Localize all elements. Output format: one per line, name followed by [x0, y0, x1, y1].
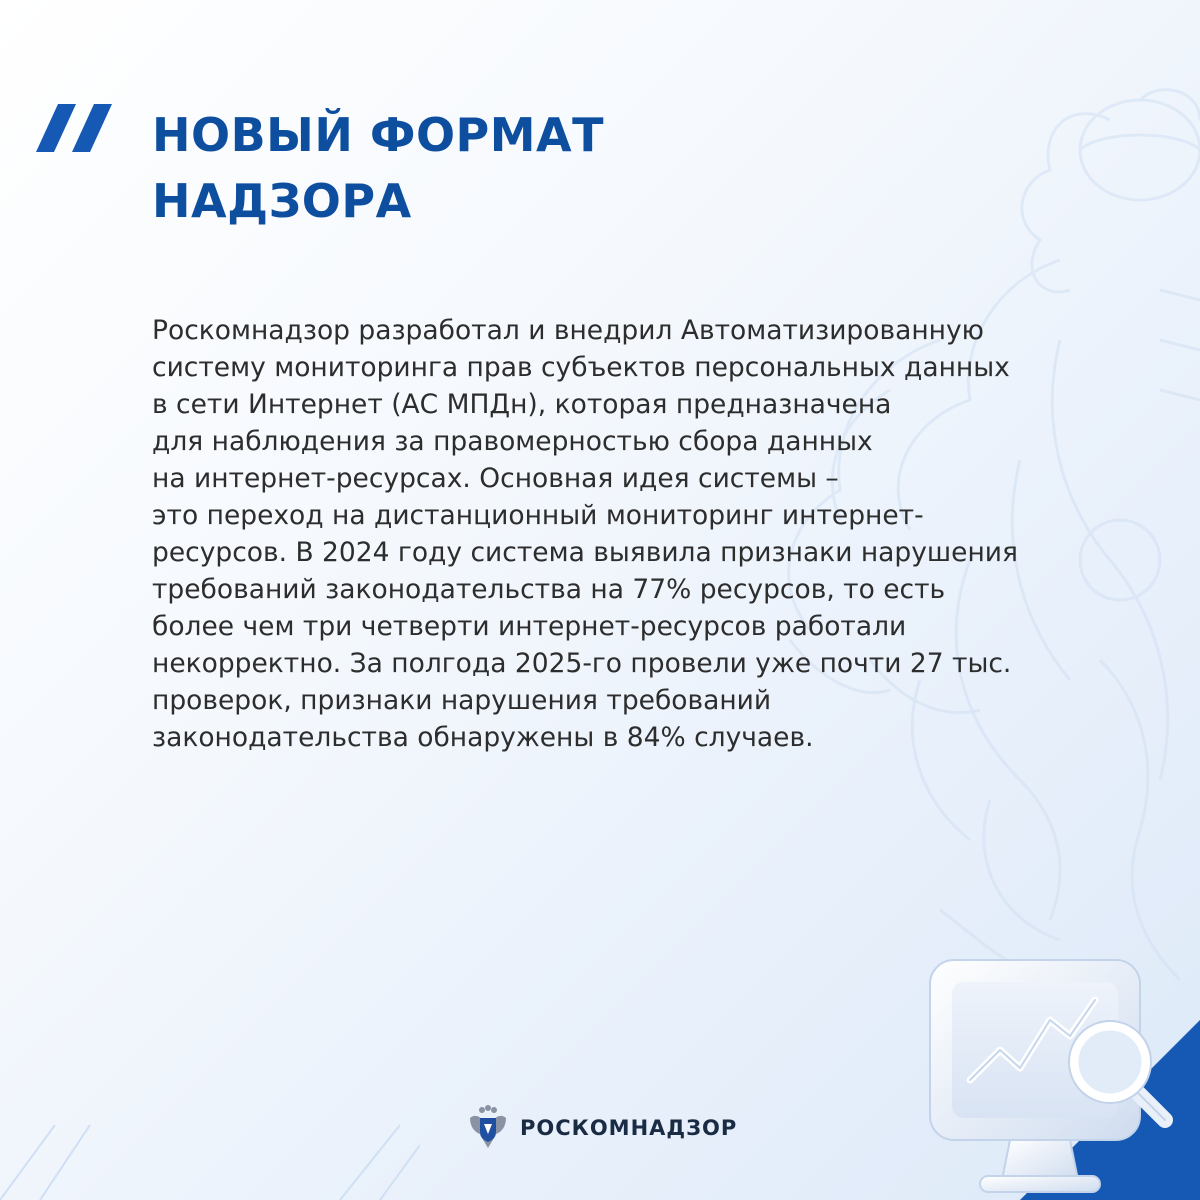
body-line: в сети Интернет (АС МПДн), которая предназначена: [152, 389, 892, 420]
body-line: систему мониторинга прав субъектов персональных данных: [152, 352, 1010, 383]
double-slash-icon: [36, 104, 112, 152]
body-line: ресурсов. В 2024 году система выявила признаки нарушения: [152, 537, 1018, 568]
footer-logo: [466, 1104, 756, 1152]
body-line: Роскомнадзор разработал и внедрил Автоматизированную: [152, 315, 984, 346]
decorative-lines: [0, 1100, 420, 1200]
body-line: это переход на дистанционный мониторинг интернет-: [152, 500, 924, 531]
body-line: на интернет-ресурсах. Основная идея системы –: [152, 463, 839, 494]
body-line: более чем три четверти интернет-ресурсов работали: [152, 611, 907, 642]
body-paragraph: [152, 312, 1142, 756]
body-line: проверок, признаки нарушения требований: [152, 685, 772, 716]
title-line: НОВЫЙ ФОРМАТ: [152, 108, 605, 162]
body-line: для наблюдения за правомерностью сбора данных: [152, 426, 873, 457]
brand-name: РОСКОМНАДЗОР: [520, 1116, 738, 1140]
body-line: требований законодательства на 77% ресурсов, то есть: [152, 574, 946, 605]
body-line: некорректно. За полгода 2025-го провели уже почти 27 тыс.: [152, 648, 1012, 679]
page-title: [152, 102, 1052, 234]
body-line: законодательства обнаружены в 84% случаев.: [152, 722, 814, 753]
title-line: НАДЗОРА: [152, 174, 412, 228]
monitor-chart-magnifier-icon: [920, 940, 1180, 1200]
eagle-emblem-icon: [466, 1104, 510, 1152]
